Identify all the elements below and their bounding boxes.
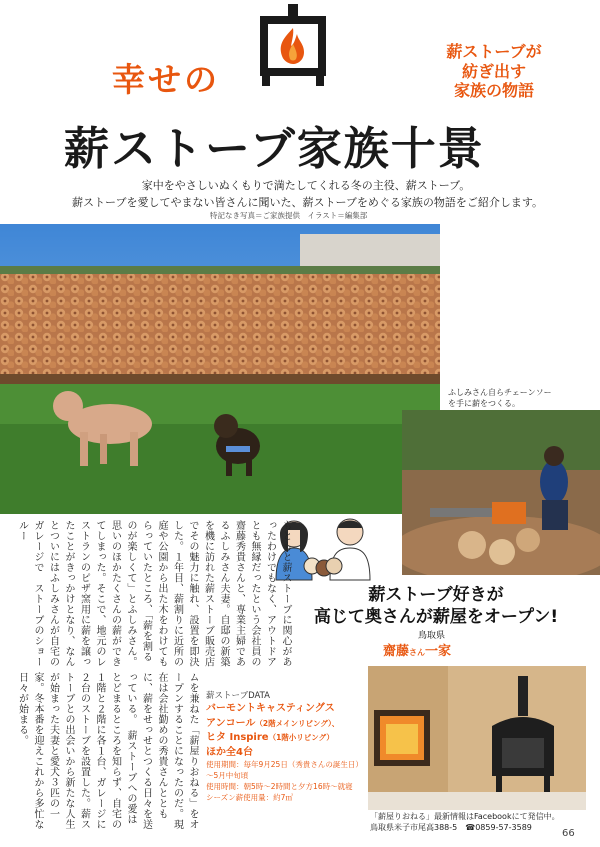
article-body-column-1: もともと薪ストーブに関心があったわけでもなく、アウトドアとも無縁だったという会社員の齋藤秀貴さんと、専業主婦であるふしみさん夫妻。自邸の新築を機に訪れた薪ストーブ販売店でその魅力に触れ、設置を即決した。１年目、薪割りに近所の庭や公園から出た木をわけてもらっていたところ、「薪を割るのが楽しくて」とふしみさん。思いのほかたくさんの薪ができてしまった。そこで、地元のレストランのピザ窯用に薪を譲ったことがきっかけとなり、なんとついにはふしみさんが自宅のガレージで ストーブのショールー bbox=[16, 520, 291, 667]
caption-line: を手に薪をつくる。 bbox=[448, 398, 520, 408]
stove-model-name: ヒタ Inspire bbox=[206, 732, 269, 744]
lead-text bbox=[72, 178, 544, 211]
stove-room-photo bbox=[368, 666, 586, 810]
family-tail: 一家 bbox=[425, 644, 452, 659]
subhead-line: 高じて奥さんが薪屋をオープン! bbox=[313, 607, 559, 628]
family-surname: 齋藤 bbox=[383, 644, 410, 659]
chainsaw-photo bbox=[402, 410, 600, 575]
stove-icon bbox=[254, 4, 332, 86]
article-body-column-2: ムを兼ねた「薪屋りおねる」をオープンすることになったのだ。現在は会社勤めの秀貴さんとともに、薪をせっせとつくる日々を送っている。 薪ストーブへの愛はとどまるところを知らず、自宅の１階と２階に各１台、ガレージに２台のストーブを設置した。薪ストーブとの出会いから新たな人生が始まった夫妻と愛犬３匹の一家。冬本番を迎えこれから多忙な日々が始まる。 bbox=[16, 672, 198, 830]
stove-model-note: （2階メインリビング）、 bbox=[255, 718, 340, 728]
tagline-line: 薪ストーブが bbox=[446, 42, 542, 61]
usage-period-end: 〜5月中旬頃 bbox=[206, 771, 249, 781]
stove-model-note: （1階小リビング） bbox=[268, 733, 334, 743]
tagline bbox=[432, 42, 556, 101]
caption-chainsaw bbox=[448, 388, 552, 410]
caption-line: 「薪屋りおねる」最新情報はFacebookにて発信中。 bbox=[370, 812, 560, 821]
page-title: 薪ストーブ家族十景 bbox=[64, 122, 485, 175]
usage-time: 使用時間：朝5時〜2時間と夕方16時〜就寝 bbox=[206, 782, 353, 792]
lead-line: 薪ストーブを愛してやまない皆さんに聞いた、薪ストーブをめぐる家族の物語をご紹介します。 bbox=[72, 195, 544, 209]
caption-line: 鳥取県米子市尾高388-5 ☎0859-57-3589 bbox=[370, 822, 532, 832]
stove-model-2 bbox=[206, 731, 386, 746]
stove-count: ほか全4台 bbox=[206, 746, 253, 758]
subhead-line: 薪ストーブ好きが bbox=[368, 585, 504, 605]
family-suffix: さん bbox=[409, 648, 426, 657]
stove-brand: バーモントキャスティングス bbox=[206, 703, 335, 715]
stove-model-1 bbox=[206, 717, 386, 732]
tagline-line: 紡ぎ出す bbox=[461, 61, 526, 81]
usage-period: 使用期間：毎年9月25日（秀貴さんの誕生日） bbox=[206, 760, 363, 770]
title-small: 幸せの bbox=[112, 60, 220, 99]
stove-model-name: アンコール bbox=[206, 717, 256, 729]
lead-line: 家中をやさしいぬくもりで満たしてくれる冬の主役、薪ストーブ。 bbox=[141, 179, 471, 192]
article-subhead bbox=[286, 584, 586, 628]
caption-line: ふしみさん自らチェーンソー bbox=[448, 388, 552, 397]
stove-data-label: 薪ストーブDATA bbox=[206, 691, 270, 701]
woodpile-dogs-photo bbox=[0, 224, 440, 514]
prefecture-label: 鳥取県 bbox=[418, 631, 446, 641]
photo-credit: 特記なき写真＝ご家族提供 イラスト＝編集部 bbox=[210, 211, 368, 220]
wood-amount: シーズン薪使用量：約7㎥ bbox=[206, 792, 293, 802]
tagline-line: 家族の物語 bbox=[453, 81, 534, 101]
family-name bbox=[383, 640, 451, 659]
caption-room bbox=[370, 812, 560, 834]
stove-data-box bbox=[206, 690, 386, 804]
page-number: 66 bbox=[562, 828, 575, 839]
